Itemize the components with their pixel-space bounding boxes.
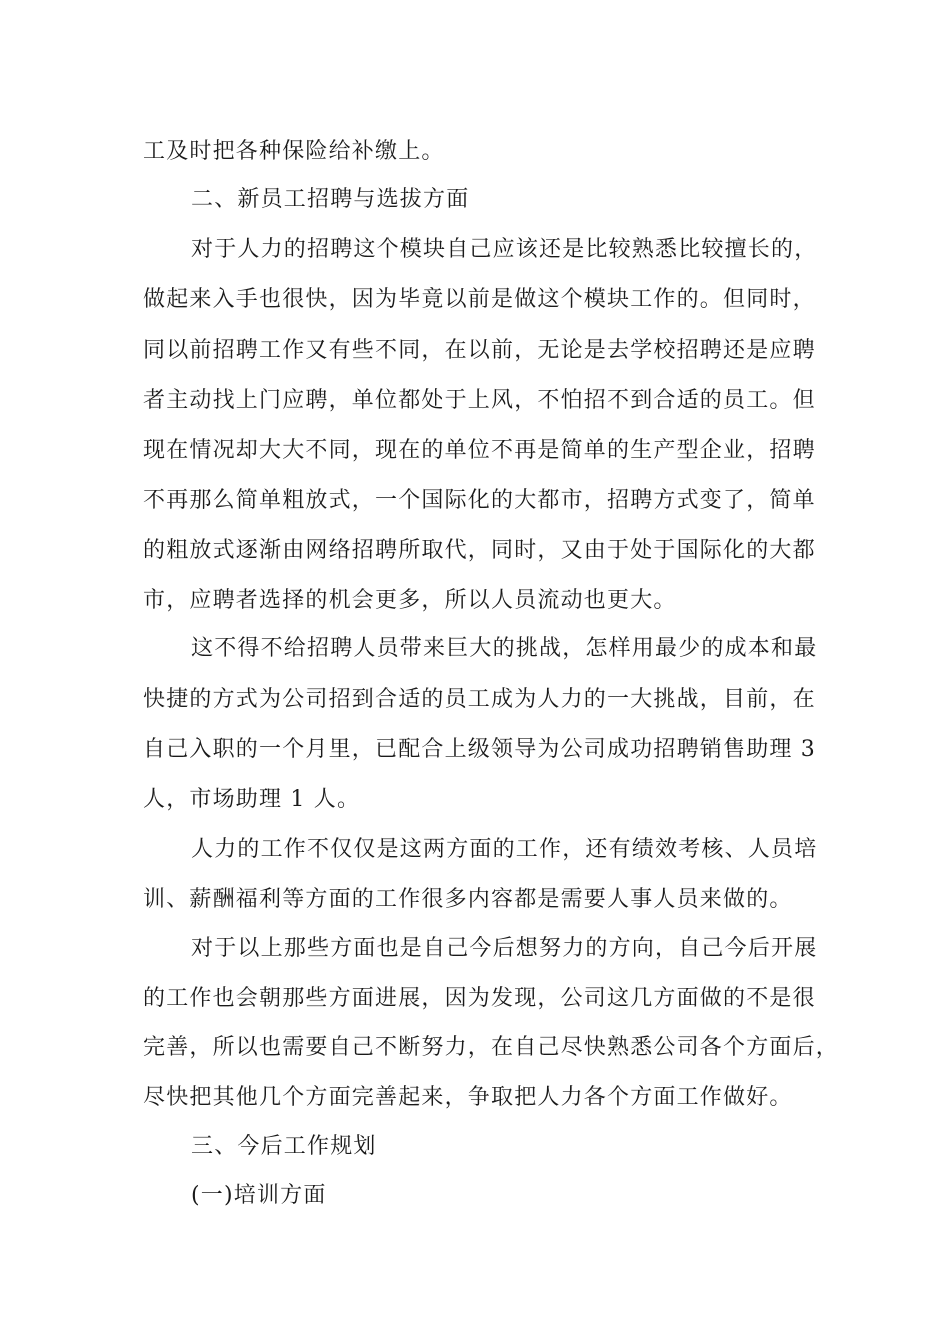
text-line: 市，应聘者选择的机会更多，所以人员流动也更大。 bbox=[143, 588, 677, 613]
text-line: 这不得不给招聘人员带来巨大的挑战，怎样用最少的成本和最 bbox=[191, 636, 818, 661]
text-line: 人力的工作不仅仅是这两方面的工作，还有绩效考核、人员培 bbox=[191, 837, 818, 862]
text-line: 的工作也会朝那些方面进展，因为发现，公司这几方面做的不是很 bbox=[143, 986, 816, 1011]
text-line: 现在情况却大大不同，现在的单位不再是简单的生产型企业，招聘 bbox=[143, 438, 816, 463]
text-line: 完善，所以也需要自己不断努力，在自己尽快熟悉公司各个方面后， bbox=[143, 1035, 840, 1060]
section-heading: 二、新员工招聘与选拔方面 bbox=[191, 187, 470, 212]
text-line: 做起来入手也很快，因为毕竟以前是做这个模块工作的。但同时， bbox=[143, 287, 816, 312]
text-line: 自己入职的一个月里，已配合上级领导为公司成功招聘销售助理 3 bbox=[143, 737, 816, 762]
text-line: 同以前招聘工作又有些不同，在以前，无论是去学校招聘还是应聘 bbox=[143, 338, 816, 363]
subsection-heading: (一)培训方面 bbox=[191, 1183, 327, 1208]
text-line: 尽快把其他几个方面完善起来，争取把人力各个方面工作做好。 bbox=[143, 1085, 793, 1110]
text-line: 快捷的方式为公司招到合适的员工成为人力的一大挑战，目前，在 bbox=[143, 687, 816, 712]
text-line: 的粗放式逐渐由网络招聘所取代，同时，又由于处于国际化的大都 bbox=[143, 538, 816, 563]
text-line: 对于以上那些方面也是自己今后想努力的方向，自己今后开展 bbox=[191, 936, 818, 961]
text-line: 不再那么简单粗放式，一个国际化的大都市，招聘方式变了，简单 bbox=[143, 488, 816, 513]
text-line: 训、薪酬福利等方面的工作很多内容都是需要人事人员来做的。 bbox=[143, 887, 793, 912]
text-line: 工及时把各种保险给补缴上。 bbox=[143, 139, 445, 164]
text-line: 人，市场助理 1 人。 bbox=[143, 787, 361, 812]
section-heading: 三、今后工作规划 bbox=[191, 1134, 377, 1159]
text-line: 对于人力的招聘这个模块自己应该还是比较熟悉比较擅长的， bbox=[191, 237, 818, 262]
text-line: 者主动找上门应聘，单位都处于上风，不怕招不到合适的员工。但 bbox=[143, 388, 816, 413]
